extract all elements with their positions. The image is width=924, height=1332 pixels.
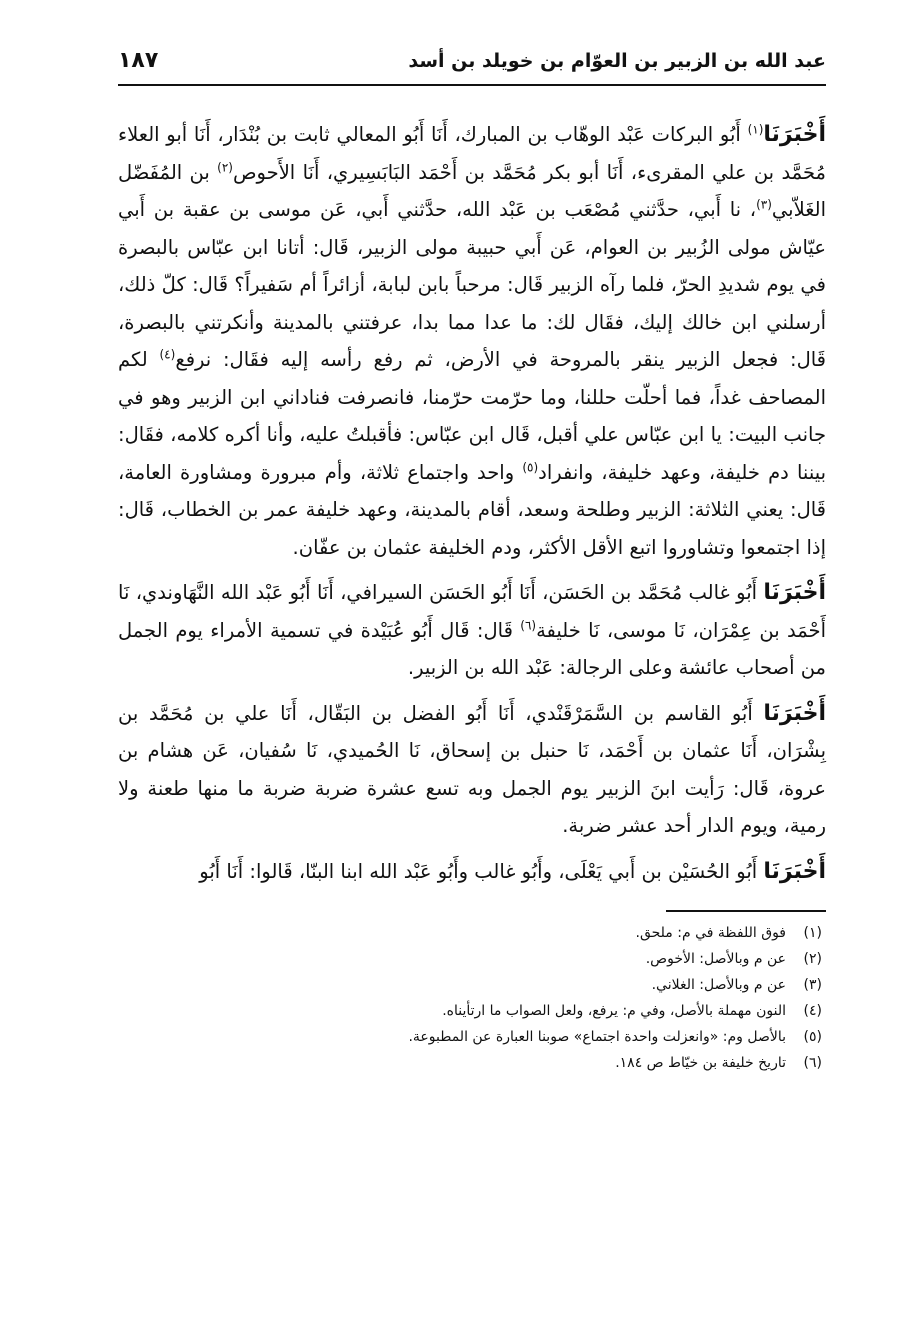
footnote-ref[interactable]: (٢) [217,160,233,174]
footnotes [118,922,826,1074]
footnote-text: عن م وبالأصل: الأخوص. [645,951,786,967]
paragraph-1 [118,116,826,566]
paragraph-text: أَبُو البركات عَبْد الوهّاب بن المبارك، أَنَا أَبُو المعالي ثابت بن بُنْدَار، أَنَا أبو العلاء مُحَمَّد بن علي المقرىء، أَنَا أبو بكر مُحَمَّد بن أَحْمَد البَابَسِيري، أَنَا الأَحوص [118,123,826,184]
footnote-item [118,1052,826,1074]
paragraph-text: واحد واجتماع ثلاثة، وأم مبرورة ومشاورة العامة، قَال: يعني الثلاثة: الزبير وطلحة وسعد، أقام بالمدينة، وعهد خليفة عمر بن الخطاب، قَال: إذا اجتمعوا وتشاوروا اتبع الأقل الأكثر، ودم الخليفة عثمان بن عفّان. [118,460,826,559]
paragraph-lead: أَخْبَرَنَا [763,858,826,884]
main-text [118,116,826,890]
footnote-text: فوق اللفظة في م: ملحق. [635,925,786,941]
footnote-ref[interactable]: (١) [747,122,764,137]
footnote-item [118,922,826,944]
footnote-number: (٥) [803,1029,822,1045]
footnote-item [118,1000,826,1022]
paragraph-text: أَبُو الحُسَيْن بن أَبي يَعْلَى، وأَبُو غالب وأَبُو عَبْد الله ابنا البنّا، قَالوا: أَنَا أَبُو [199,859,758,883]
footnote-text: النون مهملة بالأصل، وفي م: يرفع، ولعل الصواب ما ارتأيناه. [442,1003,786,1019]
paragraph-lead: أَخْبَرَنَا [763,122,826,147]
paragraph-text: أَبُو غالب مُحَمَّد بن الحَسَن، أَنَا أَبُو الحَسَن السيرافي، أَنَا أَبُو عَبْد الله النَّهَاوندي، نَا أَحْمَد بن عِمْرَان، نَا موسى، نَا خليفة [118,581,826,642]
paragraph-lead: أَخْبَرَنَا [763,580,827,605]
footnote-number: (٣) [803,977,822,993]
footnote-text: تاريخ خليفة بن خيّاط ص ١٨٤. [615,1055,786,1071]
paragraph-3 [118,695,826,845]
footnote-number: (٦) [803,1055,822,1071]
paragraph-text: قَال: قَال أَبُو عُبَيْدة في تسمية الأمراء يوم الجمل من أصحاب عائشة وعلى الرجالة: عَبْد الله بن الزبير. [118,618,826,679]
footnote-ref[interactable]: (٦) [520,618,537,632]
footnote-number: (٢) [803,951,822,967]
paragraph-text: أَبُو القاسم بن السَّمَرْقَنْدي، أَنَا أَبُو الفضل بن البَقّال، أَنَا علي بن مُحَمَّد بن بِشْرَان، أَنَا عثمان بن أَحْمَد، نَا حنبل بن إسحاق، نَا الحُميدي، نَا سُفيان، عَن هشام بن عروة، قَال: رَأيت ابنَ الزبير يوم الجمل وبه تسع عشرة ضربة ضربة ما منها طعنة ولا رمية، ويوم الدار أحد عشر ضربة. [118,701,826,837]
footnote-item [118,974,826,996]
running-header [118,40,826,86]
book-page [118,40,826,1300]
footnote-ref[interactable]: (٤) [159,347,176,362]
footnote-item [118,1026,826,1048]
paragraph-text: ، نا أَبي، حدَّثني مُصْعَب بن عَبْد الله، حدَّثني أَبي، عَن موسى بن عقبة بن أَبي عيّاش مولى الزُبير بن العوام، عَن أَبي حبيبة مولى الزبير، قَال: أتانا ابن عبّاس بالبصرة في يوم شديدِ الحرّ، فلما رآه الزبير قَال: مرحباً بابن لبابة، أزائراً أم سَفيراً؟ قَال: كلّ ذلك، أرسلني ابن خالك إليك، فقَال لك: ما عدا مما بدا، عرفتني بالمدينة وأنكرتني بالبصرة، قَال: فجعل الزبير ينقر بالمروحة في الأرض، ثم رفع رأسه إليه فقَال: نرفع [118,198,827,371]
footnote-ref[interactable]: (٥) [522,460,539,474]
page-number: ١٨٧ [118,48,159,73]
paragraph-4 [118,853,826,891]
footnote-ref[interactable]: (٣) [756,197,772,212]
footnote-number: (٤) [803,1003,822,1019]
paragraph-text: بن المُفَضّل الغَلاّبي [118,160,826,221]
footnotes-divider [666,910,826,912]
footnote-text: بالأصل وم: «وانعزلت واحدة اجتماع» صوبنا العبارة عن المطبوعة. [408,1029,786,1045]
footnote-number: (١) [803,925,822,941]
footnote-text: عن م وبالأصل: الغلاني. [651,977,786,993]
paragraph-lead: أَخْبَرَنَا [763,700,826,726]
footnote-item [118,948,826,970]
paragraph-2 [118,574,826,687]
header-title: عبد الله بن الزبير بن العوّام بن خويلد بن أسد [408,50,826,72]
paragraph-text: لكم المصاحف غداً، فما أحلّت حللنا، وما حرّمت حرّمنا، فانصرفت فناداني ابن الزبير وهو في جانب البيت: يا ابن عبّاس علي أقبل، قَال ابن عبّاس: فأقبلتُ عليه، وأنا أكره كلامه، فقَال: بيننا دم خليفة، وعهد خليفة، وانفراد [118,348,827,484]
